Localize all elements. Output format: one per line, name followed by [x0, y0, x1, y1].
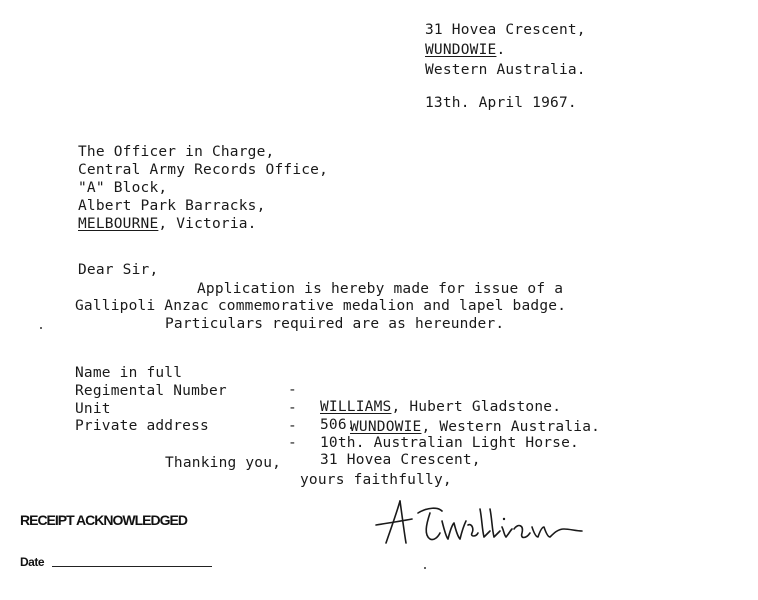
recipient-line3: "A" Block, — [78, 180, 168, 196]
body-line3: Particulars required are as hereunder. — [165, 316, 505, 332]
signature-graphic — [372, 495, 587, 555]
recipient-city: MELBOURNE — [78, 216, 159, 232]
address-label: Private address — [75, 418, 209, 434]
number-label: Regimental Number — [75, 383, 227, 399]
address-town: WUNDOWIE — [350, 419, 422, 435]
letter-date: 13th. April 1967. — [425, 95, 577, 111]
closing-thanks: Thanking you, — [165, 455, 282, 471]
recipient-city-line — [78, 216, 257, 233]
name-label: Name in full — [75, 365, 183, 381]
number-value: 506. — [320, 417, 356, 433]
recipient-line1: The Officer in Charge, — [78, 144, 275, 160]
unit-label: Unit — [75, 401, 111, 417]
sender-town-suffix: . — [496, 42, 506, 58]
address-line1: 31 Hovea Crescent, — [320, 452, 481, 468]
address-rest: , Western Australia. — [421, 419, 601, 435]
recipient-line4: Albert Park Barracks, — [78, 198, 266, 214]
speck — [40, 327, 42, 329]
address-dash: - — [288, 435, 297, 451]
number-dash: - — [288, 400, 297, 416]
body-line2: Gallipoli Anzac commemorative medalion and lapel badge. — [75, 298, 567, 314]
speck — [424, 567, 426, 569]
name-dash: - — [288, 382, 297, 398]
recipient-city-suffix: , Victoria. — [158, 216, 257, 232]
sender-state: Western Australia. — [425, 62, 586, 78]
stamp-date-line — [52, 566, 212, 567]
body-line1: Application is hereby made for issue of a — [197, 281, 564, 297]
closing-signoff: yours faithfully, — [300, 472, 452, 488]
sender-street: 31 Hovea Crescent, — [425, 22, 586, 38]
stamp-date-label: Date — [20, 555, 45, 569]
sender-town: WUNDOWIE — [425, 42, 497, 58]
name-surname: WILLIAMS — [320, 399, 392, 415]
unit-value: 10th. Australian Light Horse. — [320, 435, 579, 451]
name-rest: , Hubert Gladstone. — [391, 399, 562, 415]
recipient-line2: Central Army Records Office, — [78, 162, 329, 178]
receipt-stamp: RECEIPT ACKNOWLEDGED — [20, 512, 187, 528]
address-line2 — [350, 419, 600, 436]
salutation: Dear Sir, — [78, 262, 159, 278]
sender-town-line — [425, 42, 505, 59]
unit-dash: - — [288, 418, 297, 434]
